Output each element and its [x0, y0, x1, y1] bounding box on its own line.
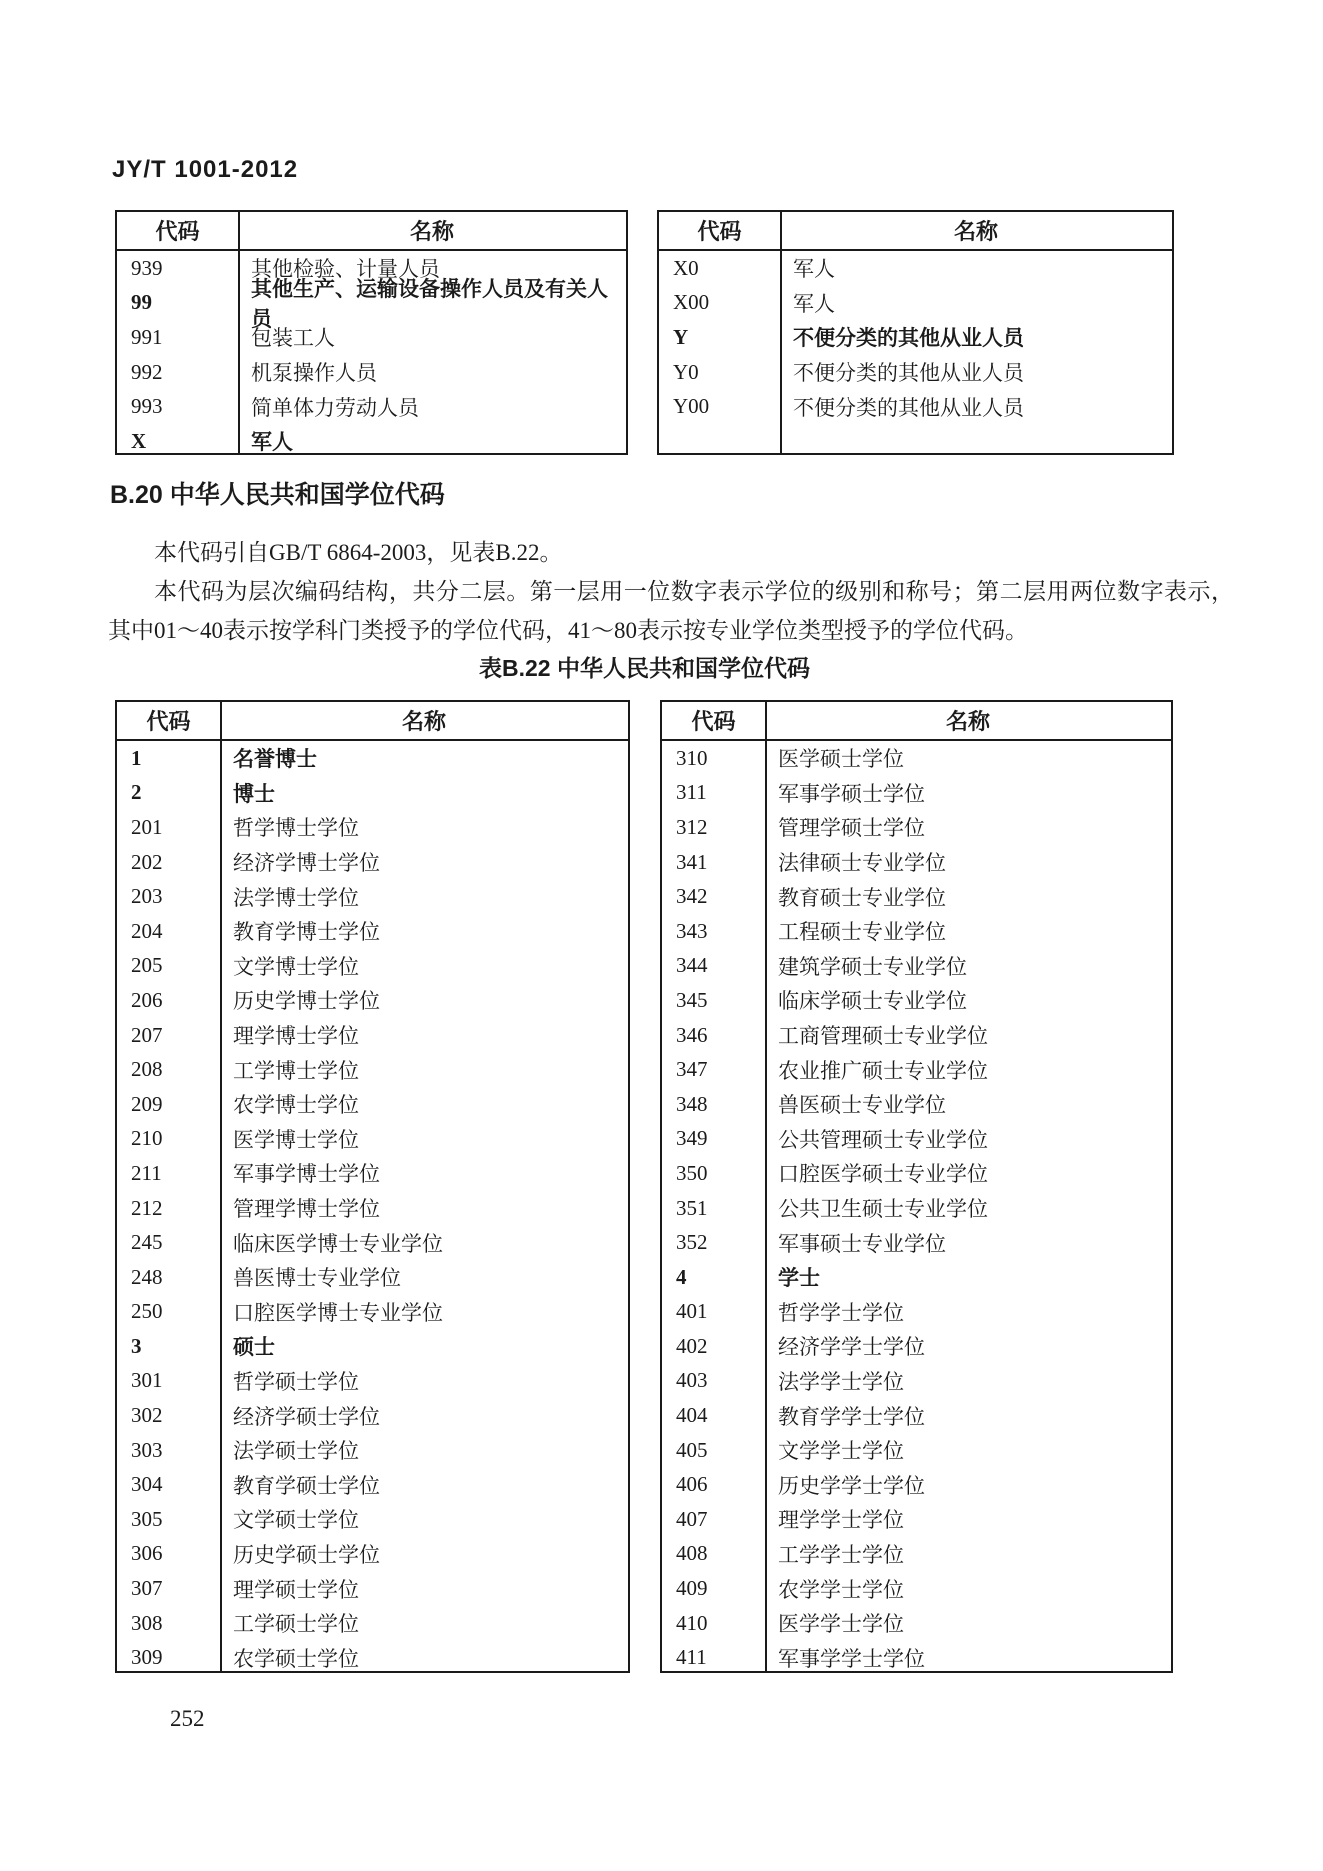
table-header-row: [117, 212, 626, 251]
table-header-row: [117, 702, 628, 741]
table-row: [662, 1329, 1171, 1364]
code-cell: 348: [676, 1091, 708, 1116]
table-body: [117, 741, 628, 1675]
code-cell: 248: [131, 1264, 163, 1289]
table-row: [662, 983, 1171, 1018]
table-row: [662, 1052, 1171, 1087]
name-column-header: 名称: [953, 219, 998, 244]
table-row: [117, 810, 628, 845]
table-row: [117, 845, 628, 880]
code-cell: 306: [131, 1541, 163, 1566]
code-cell: 991: [131, 324, 163, 349]
name-cell: 兽医硕士专业学位: [778, 1093, 946, 1118]
code-cell: 4: [676, 1264, 687, 1289]
table-row: [117, 1364, 628, 1399]
code-cell: 209: [131, 1091, 163, 1116]
code-cell: 212: [131, 1195, 163, 1220]
name-cell: 法学硕士学位: [233, 1439, 359, 1464]
degree-code-table-left: [115, 700, 630, 1673]
table-row: [117, 983, 628, 1018]
name-cell: 历史学硕士学位: [233, 1542, 380, 1567]
name-cell: 公共卫生硕士专业学位: [778, 1197, 988, 1222]
name-cell: 经济学学士学位: [778, 1335, 925, 1360]
table-row: [117, 914, 628, 949]
table-row: [662, 845, 1171, 880]
table-row: [662, 879, 1171, 914]
code-cell: 347: [676, 1057, 708, 1082]
table-row: [117, 1018, 628, 1053]
table-row: [662, 1606, 1171, 1641]
table-row: [117, 1467, 628, 1502]
code-cell: 410: [676, 1610, 708, 1635]
table-row: [662, 741, 1171, 776]
code-cell: 311: [676, 780, 707, 805]
table-caption: 表B.22 中华人民共和国学位代码: [479, 655, 810, 681]
table-row: [662, 1364, 1171, 1399]
code-cell: 406: [676, 1472, 708, 1497]
name-cell: 硕士: [233, 1335, 275, 1360]
table-body: [659, 251, 1172, 424]
table-row: [117, 1502, 628, 1537]
code-column-header: 代码: [146, 709, 191, 734]
table-row: [117, 1433, 628, 1468]
degree-code-table-right: [660, 700, 1173, 1673]
table-row: [662, 1295, 1171, 1330]
code-cell: 302: [131, 1403, 163, 1428]
name-cell: 不便分类的其他从业人员: [793, 361, 1024, 386]
name-cell: 理学博士学位: [233, 1024, 359, 1049]
code-cell: 342: [676, 884, 708, 909]
code-cell: 201: [131, 814, 163, 839]
table-row: [659, 320, 1172, 355]
name-cell: 临床医学博士专业学位: [233, 1231, 443, 1256]
name-cell: 临床学硕士专业学位: [778, 989, 967, 1014]
name-cell: 管理学硕士学位: [778, 816, 925, 841]
code-cell: 344: [676, 953, 708, 978]
code-cell: 345: [676, 987, 708, 1012]
code-cell: 351: [676, 1195, 708, 1220]
code-cell: 405: [676, 1437, 708, 1462]
code-cell: 312: [676, 814, 708, 839]
table-row: [117, 355, 626, 390]
code-cell: 407: [676, 1506, 708, 1531]
name-cell: 军人: [793, 291, 835, 316]
table-row: [662, 914, 1171, 949]
name-cell: 管理学博士学位: [233, 1197, 380, 1222]
table-row: [117, 276, 626, 331]
name-cell: 工学学士学位: [778, 1542, 904, 1567]
code-column-header: 代码: [697, 219, 742, 244]
code-cell: 343: [676, 918, 708, 943]
name-cell: 农学硕士学位: [233, 1646, 359, 1671]
name-cell: 军人: [251, 430, 293, 455]
name-cell: 农业推广硕士专业学位: [778, 1058, 988, 1083]
table-row: [662, 1225, 1171, 1260]
table-header-row: [662, 702, 1171, 741]
table-row: [117, 1640, 628, 1675]
code-cell: 303: [131, 1437, 163, 1462]
code-cell: 301: [131, 1368, 163, 1393]
table-row: [117, 424, 626, 459]
table-row: [662, 1398, 1171, 1433]
table-row: [117, 1537, 628, 1572]
table-row: [117, 741, 628, 776]
table-row: [117, 1295, 628, 1330]
code-cell: 208: [131, 1057, 163, 1082]
name-cell: 教育学博士学位: [233, 920, 380, 945]
name-cell: 工商管理硕士专业学位: [778, 1024, 988, 1049]
table-row: [659, 286, 1172, 321]
table-row: [662, 1191, 1171, 1226]
code-cell: 99: [131, 290, 152, 315]
code-cell: 304: [131, 1472, 163, 1497]
name-cell: 公共管理硕士专业学位: [778, 1127, 988, 1152]
table-row: [659, 251, 1172, 286]
code-cell: 402: [676, 1333, 708, 1358]
name-cell: 经济学硕士学位: [233, 1404, 380, 1429]
name-cell: 简单体力劳动人员: [251, 395, 419, 420]
table-row: [662, 1640, 1171, 1675]
table-row: [117, 776, 628, 811]
occupation-code-table-left: [115, 210, 628, 455]
code-cell: 305: [131, 1506, 163, 1531]
table-row: [662, 1467, 1171, 1502]
name-cell: 建筑学硕士专业学位: [778, 954, 967, 979]
code-cell: 992: [131, 359, 163, 384]
name-cell: 教育硕士专业学位: [778, 885, 946, 910]
name-cell: 农学博士学位: [233, 1093, 359, 1118]
code-cell: 403: [676, 1368, 708, 1393]
name-cell: 军事学硕士学位: [778, 781, 925, 806]
table-row: [117, 949, 628, 984]
name-cell: 教育学硕士学位: [233, 1473, 380, 1498]
table-row: [117, 1260, 628, 1295]
name-cell: 口腔医学博士专业学位: [233, 1300, 443, 1325]
code-cell: 309: [131, 1645, 163, 1670]
name-cell: 哲学博士学位: [233, 816, 359, 841]
table-row: [662, 1156, 1171, 1191]
code-cell: 3: [131, 1333, 142, 1358]
table-row: [662, 1122, 1171, 1157]
code-cell: 307: [131, 1576, 163, 1601]
code-cell: 352: [676, 1230, 708, 1255]
name-cell: 文学博士学位: [233, 954, 359, 979]
code-cell: 204: [131, 918, 163, 943]
name-column-header: 名称: [401, 709, 446, 734]
table-row: [662, 1087, 1171, 1122]
table-body: [662, 741, 1171, 1675]
table-row: [117, 879, 628, 914]
name-cell: 工学硕士学位: [233, 1612, 359, 1637]
name-cell: 机泵操作人员: [251, 361, 377, 386]
name-cell: 名誉博士: [233, 747, 317, 772]
code-cell: 350: [676, 1160, 708, 1185]
name-cell: 医学博士学位: [233, 1127, 359, 1152]
page-number: 252: [170, 1706, 205, 1731]
code-column-header: 代码: [691, 709, 736, 734]
table-row: [662, 1260, 1171, 1295]
name-cell: 学士: [778, 1266, 820, 1291]
table-header-row: [659, 212, 1172, 251]
name-cell: 哲学学士学位: [778, 1300, 904, 1325]
code-cell: 207: [131, 1022, 163, 1047]
code-cell: 939: [131, 255, 163, 280]
name-cell: 包装工人: [251, 326, 335, 351]
code-cell: 408: [676, 1541, 708, 1566]
name-column-header: 名称: [945, 709, 990, 734]
code-cell: X0: [673, 255, 699, 280]
table-row: [662, 949, 1171, 984]
table-row: [117, 1225, 628, 1260]
paragraph: 本代码引自GB/T 6864-2003，见表B.22。: [154, 540, 563, 565]
table-row: [662, 1571, 1171, 1606]
name-cell: 历史学学士学位: [778, 1473, 925, 1498]
code-cell: Y0: [673, 359, 699, 384]
section-heading: B.20 中华人民共和国学位代码: [110, 481, 445, 509]
code-cell: 250: [131, 1299, 163, 1324]
section-paragraphs: [108, 533, 1234, 650]
name-cell: 文学硕士学位: [233, 1508, 359, 1533]
code-cell: 411: [676, 1645, 707, 1670]
code-cell: 206: [131, 987, 163, 1012]
code-cell: 310: [676, 745, 708, 770]
code-cell: 308: [131, 1610, 163, 1635]
table-row: [117, 320, 626, 355]
name-cell: 农学学士学位: [778, 1577, 904, 1602]
table-row: [662, 1537, 1171, 1572]
name-cell: 不便分类的其他从业人员: [793, 395, 1024, 420]
code-cell: 349: [676, 1126, 708, 1151]
table-row: [117, 389, 626, 424]
name-cell: 军人: [793, 257, 835, 282]
name-cell: 不便分类的其他从业人员: [793, 326, 1024, 351]
code-cell: 346: [676, 1022, 708, 1047]
code-cell: 341: [676, 849, 708, 874]
name-cell: 工学博士学位: [233, 1058, 359, 1083]
table-row: [662, 776, 1171, 811]
name-cell: 理学硕士学位: [233, 1577, 359, 1602]
occupation-code-tables: [115, 210, 1174, 455]
name-cell: 军事学学士学位: [778, 1646, 925, 1671]
code-cell: 409: [676, 1576, 708, 1601]
standard-number: JY/T 1001-2012: [112, 156, 299, 183]
name-cell: 口腔医学硕士专业学位: [778, 1162, 988, 1187]
name-cell: 法学学士学位: [778, 1369, 904, 1394]
code-cell: 401: [676, 1299, 708, 1324]
table-row: [117, 1398, 628, 1433]
table-row: [117, 1571, 628, 1606]
code-cell: 205: [131, 953, 163, 978]
code-cell: 210: [131, 1126, 163, 1151]
name-cell: 军事学博士学位: [233, 1162, 380, 1187]
code-cell: 203: [131, 884, 163, 909]
name-cell: 哲学硕士学位: [233, 1369, 359, 1394]
code-cell: 1: [131, 745, 142, 770]
name-cell: 法学博士学位: [233, 885, 359, 910]
name-column-header: 名称: [409, 219, 454, 244]
name-cell: 兽医博士专业学位: [233, 1266, 401, 1291]
table-body: [117, 251, 626, 459]
table-row: [662, 1433, 1171, 1468]
name-cell: 其他生产、运输设备操作人员及有关人员: [251, 276, 608, 331]
table-row: [117, 1191, 628, 1226]
table-row: [117, 1606, 628, 1641]
table-row: [662, 810, 1171, 845]
name-cell: 其他检验、计量人员: [251, 257, 440, 282]
name-cell: 医学硕士学位: [778, 747, 904, 772]
table-row: [659, 355, 1172, 390]
degree-code-tables: [115, 700, 1173, 1673]
table-row: [117, 1122, 628, 1157]
name-cell: 理学学士学位: [778, 1508, 904, 1533]
table-row: [662, 1018, 1171, 1053]
code-column-header: 代码: [155, 219, 200, 244]
paragraph: 本代码为层次编码结构，共分二层。第一层用一位数字表示学位的级别和称号；第二层用两位数字表示，其中01～40表示按学科门类授予的学位代码，41～80表示按专业学位类型授予的学位代码。: [108, 579, 1234, 643]
table-row: [662, 1502, 1171, 1537]
table-row: [117, 1329, 628, 1364]
name-cell: 文学学士学位: [778, 1439, 904, 1464]
code-cell: 2: [131, 780, 142, 805]
name-cell: 教育学学士学位: [778, 1404, 925, 1429]
code-cell: X00: [673, 290, 710, 315]
code-cell: 245: [131, 1230, 163, 1255]
name-cell: 历史学博士学位: [233, 989, 380, 1014]
code-cell: 211: [131, 1160, 162, 1185]
code-cell: 404: [676, 1403, 708, 1428]
code-cell: Y00: [673, 394, 710, 419]
table-row: [659, 389, 1172, 424]
table-row: [117, 1087, 628, 1122]
name-cell: 经济学博士学位: [233, 851, 380, 876]
name-cell: 工程硕士专业学位: [778, 920, 946, 945]
name-cell: 军事硕士专业学位: [778, 1231, 946, 1256]
code-cell: 993: [131, 394, 163, 419]
code-cell: X: [131, 428, 147, 453]
code-cell: 202: [131, 849, 163, 874]
table-row: [117, 1156, 628, 1191]
name-cell: 博士: [233, 781, 275, 806]
occupation-code-table-right: [657, 210, 1174, 455]
name-cell: 医学学士学位: [778, 1612, 904, 1637]
table-row: [117, 1052, 628, 1087]
code-cell: Y: [673, 324, 689, 349]
name-cell: 法律硕士专业学位: [778, 851, 946, 876]
